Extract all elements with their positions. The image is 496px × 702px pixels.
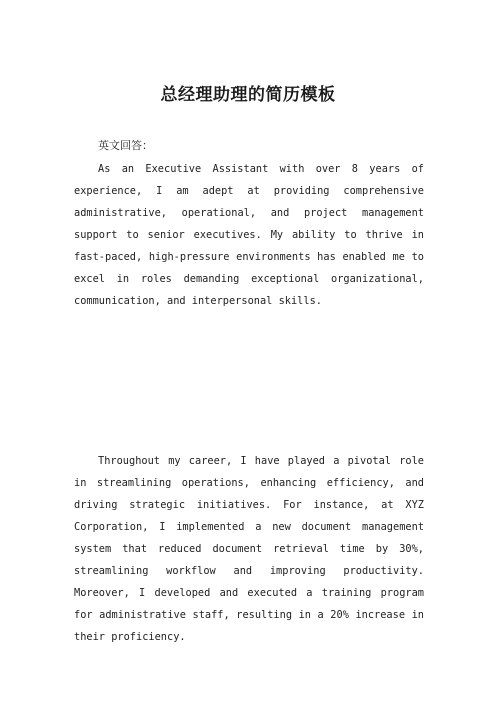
page-title: 总经理助理的简历模板	[160, 85, 336, 105]
section-label: 英文回答：	[98, 139, 153, 152]
paragraph-2: Throughout my career, I have played a pivotal role in streamlining operations, enhancing efficiency, and driving strategic initiatives. For instance, at XYZ Corporation, I implemented a new document management system that reduced document retrieval time by 30%, streamlining workflow and improving productivity. Moreover, I developed and executed a training program for administrative staff, resulting in a 20% increase in their proficiency.	[74, 455, 424, 643]
paragraph-1: As an Executive Assistant with over 8 years of experience, I am adept at providing comprehensive administrative, operational, and project management support to senior executives. My ability to thrive in fast-paced, high-pressure environments has enabled me to excel in roles demanding exceptional organizational, communication, and interpersonal skills.	[74, 163, 424, 307]
